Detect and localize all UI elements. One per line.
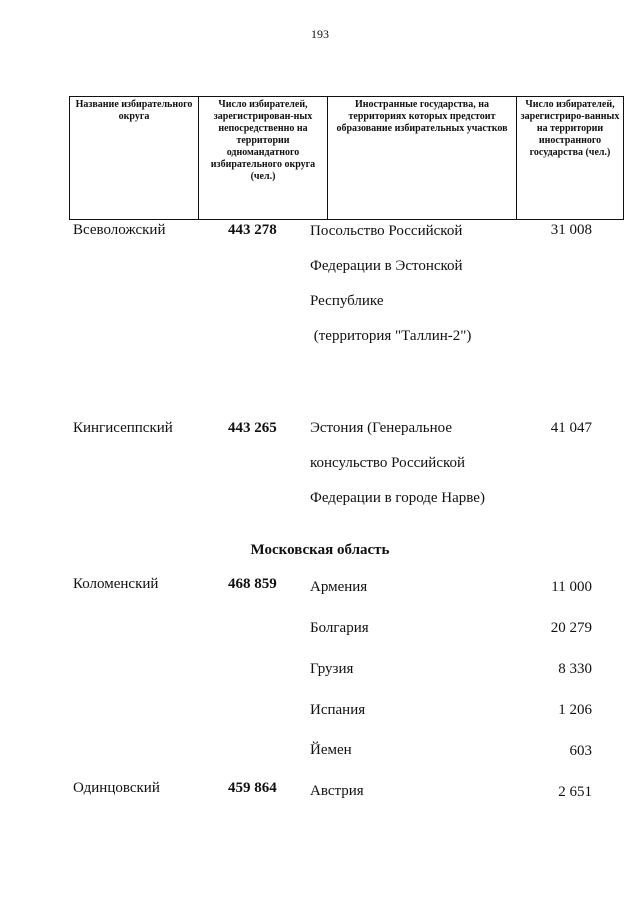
page-number: 193 [311, 27, 329, 41]
table-row-abroad: 41 047 [550, 420, 592, 436]
table-header [69, 96, 624, 220]
country-line: Республике [310, 293, 384, 309]
header-district-name: Название избирательного округа [70, 97, 199, 220]
region-heading: Московская область [250, 542, 390, 558]
table-row-country [310, 214, 471, 354]
table-row-registered: 443 265 [228, 420, 277, 436]
header-registered-count: Число избирателей, зарегистрирован-ных непосредственно на территории одномандатного избирательного округа (чел.) [199, 97, 328, 220]
table-row-country: Грузия [310, 661, 354, 677]
country-line: Федерации в городе Нарве) [310, 490, 485, 506]
table-row-abroad: 8 330 [558, 661, 592, 677]
table-row-country: Болгария [310, 620, 369, 636]
table-row-country: Йемен [310, 742, 352, 758]
table-row-country [310, 411, 485, 516]
table-row-district: Кингисеппский [73, 420, 173, 436]
country-line: консульство Российской [310, 455, 466, 471]
table-row-abroad: 2 651 [558, 784, 592, 800]
table-row-district: Коломенский [73, 576, 159, 592]
country-line: Эстония (Генеральное [310, 420, 452, 436]
table-row-registered: 459 864 [228, 780, 277, 796]
header-foreign-states: Иностранные государства, на территориях которых предстоит образование избирательных участков [328, 97, 517, 220]
country-line: Посольство Российской [310, 223, 463, 239]
country-line: Федерации в Эстонской [310, 258, 463, 274]
table-row-abroad: 11 000 [551, 579, 592, 595]
table-row-district: Одинцовский [73, 780, 160, 796]
country-line: (территория "Таллин-2") [310, 328, 472, 344]
table-row-abroad: 603 [569, 743, 592, 759]
table-row-abroad: 31 008 [550, 222, 592, 238]
table-row-registered: 443 278 [228, 222, 277, 238]
table-row-country: Армения [310, 579, 368, 595]
table-row-country: Испания [310, 702, 366, 718]
header-abroad-count: Число избирателей, зарегистриро-ванных на территории иностранного государства (чел.) [517, 97, 624, 220]
table-row-country: Австрия [310, 783, 364, 799]
table-row-abroad: 1 206 [558, 702, 592, 718]
table-row-registered: 468 859 [228, 576, 277, 592]
table-row-abroad: 20 279 [550, 620, 592, 636]
table-row-district: Всеволожский [73, 222, 166, 238]
